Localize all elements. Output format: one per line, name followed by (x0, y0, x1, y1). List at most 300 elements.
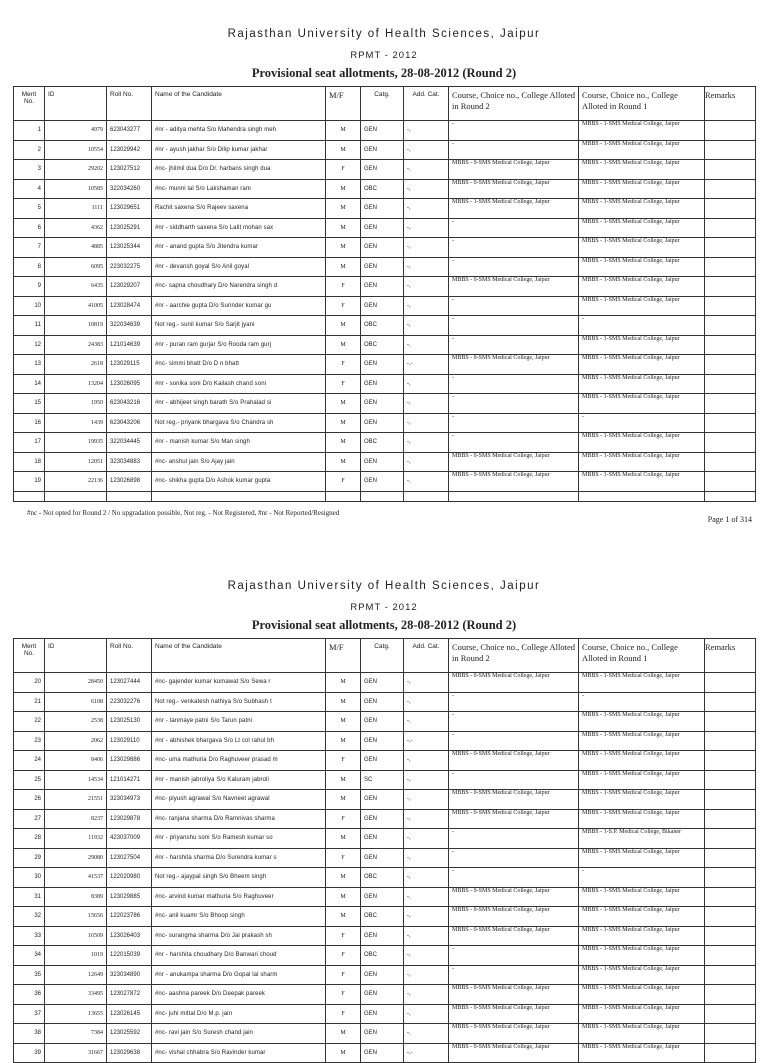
merit-cell: 26 (14, 790, 45, 810)
table-row (14, 238, 756, 258)
gender-cell: M (326, 1043, 361, 1063)
roll-cell: 623043216 (107, 394, 152, 414)
candidate-name-cell: #nr - sonika soni D/o Kailash chand soni (152, 374, 326, 394)
round2-allotment-cell: MBBS - 0-SMS Medical College, Jaipur (449, 926, 579, 946)
remarks-cell (705, 199, 756, 219)
merit-cell: 8 (14, 257, 45, 277)
add-category-cell: -, (404, 926, 449, 946)
id-cell: 4362 (45, 218, 107, 238)
category-cell: GEN (361, 731, 404, 751)
merit-cell: 39 (14, 1043, 45, 1063)
remarks-cell (705, 433, 756, 453)
remarks-cell (705, 673, 756, 693)
roll-cell: 121014639 (107, 335, 152, 355)
add-category-cell: -, (404, 751, 449, 771)
roll-cell: 123029886 (107, 751, 152, 771)
gender-cell: M (326, 413, 361, 433)
round2-allotment-cell: - (449, 394, 579, 414)
remarks-cell (705, 218, 756, 238)
round2-allotment-cell: MBBS - 0-SMS Medical College, Jaipur (449, 790, 579, 810)
candidate-name-cell: #nr - priyanshu soni S/o Ramesh kumar so (152, 829, 326, 849)
gender-cell: F (326, 809, 361, 829)
round1-allotment-cell: MBBS - 1-SMS Medical College, Jaipur (579, 179, 705, 199)
roll-cell: 123029110 (107, 731, 152, 751)
roll-cell: 123027872 (107, 985, 152, 1005)
round2-allotment-cell: - (449, 257, 579, 277)
round2-allotment-cell: MBBS - 0-SMS Medical College, Jaipur (449, 673, 579, 693)
merit-cell: 1 (14, 121, 45, 141)
allotment-subtitle: Provisional seat allotments, 28-08-2012 (Round 2) (251, 66, 517, 80)
roll-cell: 123026145 (107, 1004, 152, 1024)
merit-cell: 36 (14, 985, 45, 1005)
remarks-cell (705, 907, 756, 927)
add-category-cell: -, (404, 770, 449, 790)
candidate-name-cell: #nc- arvind kumar mathuria S/o Raghuveer (152, 887, 326, 907)
roll-cell: 121014271 (107, 770, 152, 790)
add-category-cell: -, (404, 985, 449, 1005)
round1-allotment-cell: MBBS - 1-SMS Medical College, Jaipur (579, 472, 705, 492)
add-category-cell: -, (404, 790, 449, 810)
add-category-cell: -, (404, 257, 449, 277)
category-cell: GEN (361, 452, 404, 472)
table-header-row (14, 639, 756, 673)
category-cell: OBC (361, 335, 404, 355)
table-row (14, 257, 756, 277)
remarks-cell (705, 296, 756, 316)
add-category-cell: -, (404, 296, 449, 316)
round2-allotment-cell: - (449, 848, 579, 868)
category-cell: GEN (361, 218, 404, 238)
id-cell: 11932 (45, 829, 107, 849)
candidate-name-cell: #nr - aarchie gupta D/o Surinder kumar gu (152, 296, 326, 316)
category-cell: OBC (361, 868, 404, 888)
add-category-cell: -, (404, 140, 449, 160)
empty-row (14, 491, 756, 501)
gender-cell: M (326, 257, 361, 277)
col-addcat: Add. Cat. (404, 87, 449, 121)
candidate-name-cell: #nr - ayush jakhar S/o Dilip kumar jakhar (152, 140, 326, 160)
table-row (14, 985, 756, 1005)
col-mf: M/F (326, 639, 361, 673)
id-cell: 12649 (45, 965, 107, 985)
round1-allotment-cell: MBBS - 1-SMS Medical College, Jaipur (579, 790, 705, 810)
round1-allotment-cell: - (579, 413, 705, 433)
empty-cell (361, 491, 404, 501)
add-category-cell: -, (404, 809, 449, 829)
remarks-cell (705, 472, 756, 492)
round1-allotment-cell: MBBS - 1-SMS Medical College, Jaipur (579, 809, 705, 829)
table-row (14, 140, 756, 160)
col-round1: Course, Choice no., College Alloted in Round 1 (579, 639, 705, 673)
candidate-name-cell: #nc- shikha gupta D/o Ashok kumar gupta (152, 472, 326, 492)
round2-allotment-cell: - (449, 218, 579, 238)
round2-allotment-cell: - (449, 121, 579, 141)
id-cell: 10819 (45, 316, 107, 336)
table-row (14, 887, 756, 907)
round1-allotment-cell: MBBS - 1-SMS Medical College, Jaipur (579, 946, 705, 966)
id-cell: 22136 (45, 472, 107, 492)
table-row (14, 218, 756, 238)
id-cell: 14534 (45, 770, 107, 790)
allotment-table (13, 86, 756, 502)
empty-cell (326, 491, 361, 501)
table-row (14, 335, 756, 355)
merit-cell: 29 (14, 848, 45, 868)
gender-cell: F (326, 355, 361, 375)
roll-cell: 123029115 (107, 355, 152, 375)
candidate-name-cell: #nc- uma mathuria D/o Raghuveer prasad m (152, 751, 326, 771)
id-cell: 1111 (45, 199, 107, 219)
id-cell: 6435 (45, 277, 107, 297)
id-cell: 13655 (45, 1004, 107, 1024)
category-cell: GEN (361, 926, 404, 946)
category-cell: GEN (361, 809, 404, 829)
add-category-cell: -,- (404, 355, 449, 375)
id-cell: 8389 (45, 887, 107, 907)
round2-allotment-cell: - (449, 770, 579, 790)
roll-cell: 123029942 (107, 140, 152, 160)
merit-cell: 21 (14, 692, 45, 712)
add-category-cell: -, (404, 829, 449, 849)
roll-cell: 123025291 (107, 218, 152, 238)
gender-cell: M (326, 829, 361, 849)
category-cell: GEN (361, 887, 404, 907)
category-cell: OBC (361, 433, 404, 453)
gender-cell: M (326, 692, 361, 712)
col-catg: Catg. (361, 87, 404, 121)
merit-cell: 35 (14, 965, 45, 985)
round1-allotment-cell: MBBS - 1-SMS Medical College, Jaipur (579, 296, 705, 316)
exam-title: RPMT - 2012 (350, 50, 418, 61)
add-category-cell: -, (404, 199, 449, 219)
add-category-cell: -,- (404, 731, 449, 751)
merit-cell: 23 (14, 731, 45, 751)
round2-allotment-cell: - (449, 140, 579, 160)
empty-cell (107, 491, 152, 501)
remarks-cell (705, 712, 756, 732)
roll-cell: 123029638 (107, 1043, 152, 1063)
remarks-cell (705, 413, 756, 433)
category-cell: GEN (361, 140, 404, 160)
gender-cell: F (326, 926, 361, 946)
add-category-cell: -, (404, 1004, 449, 1024)
roll-cell: 322034639 (107, 316, 152, 336)
candidate-name-cell: #nc- sapna choudhary D/o Narendra singh d (152, 277, 326, 297)
merit-cell: 25 (14, 770, 45, 790)
round1-allotment-cell: MBBS - 1-SMS Medical College, Jaipur (579, 335, 705, 355)
university-title: Rajasthan University of Health Sciences, Jaipur (227, 580, 541, 592)
col-id: ID (45, 87, 107, 121)
col-roll: Roll No. (107, 87, 152, 121)
candidate-name-cell: #nc- ravi jain S/o Suresh chand jain (152, 1024, 326, 1044)
round2-allotment-cell: - (449, 238, 579, 258)
merit-cell: 4 (14, 179, 45, 199)
round2-allotment-cell: - (449, 413, 579, 433)
gender-cell: F (326, 965, 361, 985)
add-category-cell: -, (404, 712, 449, 732)
round1-allotment-cell: MBBS - 1-SMS Medical College, Jaipur (579, 277, 705, 297)
remarks-cell (705, 809, 756, 829)
id-cell: 24383 (45, 335, 107, 355)
table-row (14, 946, 756, 966)
id-cell: 41537 (45, 868, 107, 888)
roll-cell: 623043206 (107, 413, 152, 433)
category-cell: GEN (361, 829, 404, 849)
round2-allotment-cell: - (449, 731, 579, 751)
add-category-cell: -, (404, 868, 449, 888)
merit-cell: 38 (14, 1024, 45, 1044)
add-category-cell: -, (404, 121, 449, 141)
round2-allotment-cell: MBBS - 0-SMS Medical College, Jaipur (449, 160, 579, 180)
merit-cell: 10 (14, 296, 45, 316)
roll-cell: 123026095 (107, 374, 152, 394)
merit-cell: 19 (14, 472, 45, 492)
page-number: Page 1 of 314 (707, 515, 752, 524)
merit-cell: 28 (14, 829, 45, 849)
id-cell: 16509 (45, 926, 107, 946)
gender-cell: M (326, 394, 361, 414)
add-category-cell: -, (404, 160, 449, 180)
table-body (14, 673, 756, 1063)
candidate-name-cell: #nc- simmi bhatt D/o D n bhatt (152, 355, 326, 375)
roll-cell: 123025592 (107, 1024, 152, 1044)
category-cell: GEN (361, 160, 404, 180)
merit-cell: 27 (14, 809, 45, 829)
roll-cell: 123025130 (107, 712, 152, 732)
gender-cell: M (326, 121, 361, 141)
round1-allotment-cell: MBBS - 1-SMS Medical College, Jaipur (579, 1024, 705, 1044)
remarks-cell (705, 946, 756, 966)
gender-cell: M (326, 335, 361, 355)
category-cell: GEN (361, 848, 404, 868)
empty-cell (449, 491, 579, 501)
gender-cell: F (326, 296, 361, 316)
category-cell: GEN (361, 413, 404, 433)
legend-note: #nc - Not opted for Round 2 / No upgradation possible, Not reg. - Not Registered, #nr - Not Reported/Resigned (27, 509, 340, 517)
merit-cell: 11 (14, 316, 45, 336)
roll-cell: 223032276 (107, 692, 152, 712)
add-category-cell: -, (404, 277, 449, 297)
category-cell: GEN (361, 692, 404, 712)
round1-allotment-cell: MBBS - 1-SMS Medical College, Jaipur (579, 121, 705, 141)
merit-cell: 15 (14, 394, 45, 414)
id-cell: 12051 (45, 452, 107, 472)
table-row (14, 692, 756, 712)
table-row (14, 751, 756, 771)
candidate-name-cell: #nr - abhishek bhargava S/o Lt col rahul bh (152, 731, 326, 751)
category-cell: GEN (361, 277, 404, 297)
roll-cell: 123029651 (107, 199, 152, 219)
id-cell: 10554 (45, 140, 107, 160)
col-catg: Catg. (361, 639, 404, 673)
round2-allotment-cell: - (449, 335, 579, 355)
table-row (14, 731, 756, 751)
candidate-name-cell: #nr - manish jabroliya S/o Kaluram jabroli (152, 770, 326, 790)
round2-allotment-cell: - (449, 712, 579, 732)
gender-cell: M (326, 218, 361, 238)
add-category-cell: -, (404, 394, 449, 414)
round1-allotment-cell: MBBS - 1-SMS Medical College, Jaipur (579, 731, 705, 751)
round2-allotment-cell: - (449, 868, 579, 888)
remarks-cell (705, 140, 756, 160)
round2-allotment-cell: MBBS - 0-SMS Medical College, Jaipur (449, 179, 579, 199)
round2-allotment-cell: - (449, 946, 579, 966)
round1-allotment-cell: MBBS - 1-SMS Medical College, Jaipur (579, 238, 705, 258)
merit-cell: 7 (14, 238, 45, 258)
category-cell: GEN (361, 355, 404, 375)
gender-cell: M (326, 712, 361, 732)
roll-cell: 123027504 (107, 848, 152, 868)
gender-cell: M (326, 452, 361, 472)
candidate-name-cell: Not reg.- priyank bhargava S/o Chandra sh (152, 413, 326, 433)
round1-allotment-cell: MBBS - 1-SMS Medical College, Jaipur (579, 673, 705, 693)
category-cell: GEN (361, 394, 404, 414)
roll-cell: 323034883 (107, 452, 152, 472)
remarks-cell (705, 335, 756, 355)
round1-allotment-cell: MBBS - 1-SMS Medical College, Jaipur (579, 965, 705, 985)
merit-cell: 2 (14, 140, 45, 160)
remarks-cell (705, 160, 756, 180)
candidate-name-cell: #nc- piyush agrawal S/o Navneet agrawal (152, 790, 326, 810)
candidate-name-cell: #nc- surangma sharma D/o Jai prakash sh (152, 926, 326, 946)
round1-allotment-cell: MBBS - 1-SMS Medical College, Jaipur (579, 848, 705, 868)
add-category-cell: -, (404, 1024, 449, 1044)
remarks-cell (705, 316, 756, 336)
add-category-cell: -, (404, 907, 449, 927)
roll-cell: 123027444 (107, 673, 152, 693)
table-row (14, 452, 756, 472)
round1-allotment-cell: MBBS - 1-SMS Medical College, Jaipur (579, 218, 705, 238)
table-row (14, 848, 756, 868)
candidate-name-cell: #nc- vishal chhabra S/o Ravinder kumar (152, 1043, 326, 1063)
merit-cell: 5 (14, 199, 45, 219)
id-cell: 29202 (45, 160, 107, 180)
id-cell: 41005 (45, 296, 107, 316)
round1-allotment-cell: MBBS - 1-SMS Medical College, Jaipur (579, 907, 705, 927)
add-category-cell: -, (404, 946, 449, 966)
roll-cell: 423037009 (107, 829, 152, 849)
gender-cell: M (326, 887, 361, 907)
round1-allotment-cell: MBBS - 1-SMS Medical College, Jaipur (579, 433, 705, 453)
candidate-name-cell: #nc- anil kuamr S/o Bhoop singh (152, 907, 326, 927)
table-row (14, 472, 756, 492)
candidate-name-cell: #nr - harshita choudhary D/o Banwari choud (152, 946, 326, 966)
table-row (14, 965, 756, 985)
table-row (14, 160, 756, 180)
remarks-cell (705, 848, 756, 868)
round2-allotment-cell: MBBS - 0-SMS Medical College, Jaipur (449, 887, 579, 907)
id-cell: 1950 (45, 394, 107, 414)
candidate-name-cell: #nr - anand gupta S/o Jitendra kumar (152, 238, 326, 258)
roll-cell: 623043277 (107, 121, 152, 141)
roll-cell: 122023786 (107, 907, 152, 927)
remarks-cell (705, 355, 756, 375)
table-row (14, 868, 756, 888)
candidate-name-cell: #nc- juhi mittal D/o M.p. jain (152, 1004, 326, 1024)
merit-cell: 3 (14, 160, 45, 180)
add-category-cell: -, (404, 692, 449, 712)
table-row (14, 355, 756, 375)
table-row (14, 1004, 756, 1024)
candidate-name-cell: #nr - anukampa sharma D/o Gopal lal sharm (152, 965, 326, 985)
remarks-cell (705, 751, 756, 771)
candidate-name-cell: #nr - siddharth saxena S/o Lalit mohan sax (152, 218, 326, 238)
category-cell: SC (361, 770, 404, 790)
gender-cell: F (326, 751, 361, 771)
add-category-cell: -, (404, 673, 449, 693)
gender-cell: M (326, 316, 361, 336)
round1-allotment-cell: MBBS - 1-SMS Medical College, Jaipur (579, 1043, 705, 1063)
table-row (14, 413, 756, 433)
add-category-cell: -, (404, 316, 449, 336)
candidate-name-cell: #nc- anshul jain S/o Ajay jain (152, 452, 326, 472)
remarks-cell (705, 374, 756, 394)
add-category-cell: -, (404, 848, 449, 868)
id-cell: 31667 (45, 1043, 107, 1063)
remarks-cell (705, 1004, 756, 1024)
round2-allotment-cell: - (449, 316, 579, 336)
round1-allotment-cell: MBBS - 1-SMS Medical College, Jaipur (579, 140, 705, 160)
add-category-cell: -, (404, 472, 449, 492)
merit-cell: 32 (14, 907, 45, 927)
roll-cell: 322034445 (107, 433, 152, 453)
gender-cell: F (326, 1004, 361, 1024)
remarks-cell (705, 394, 756, 414)
category-cell: GEN (361, 751, 404, 771)
candidate-name-cell: #nc- gajender kumar kumawat S/o Sewa r (152, 673, 326, 693)
gender-cell: F (326, 848, 361, 868)
round2-allotment-cell: - (449, 374, 579, 394)
category-cell: OBC (361, 907, 404, 927)
add-category-cell: -, (404, 374, 449, 394)
id-cell: 15656 (45, 907, 107, 927)
merit-cell: 13 (14, 355, 45, 375)
round2-allotment-cell: - (449, 296, 579, 316)
remarks-cell (705, 790, 756, 810)
merit-cell: 33 (14, 926, 45, 946)
remarks-cell (705, 887, 756, 907)
roll-cell: 123029207 (107, 277, 152, 297)
table-body (14, 121, 756, 502)
id-cell: 7384 (45, 1024, 107, 1044)
round1-allotment-cell: MBBS - 1-SMS Medical College, Jaipur (579, 887, 705, 907)
category-cell: GEN (361, 790, 404, 810)
round1-allotment-cell: MBBS - 1-SMS Medical College, Jaipur (579, 712, 705, 732)
col-id: ID (45, 639, 107, 673)
remarks-cell (705, 1043, 756, 1063)
merit-cell: 30 (14, 868, 45, 888)
remarks-cell (705, 121, 756, 141)
id-cell: 2538 (45, 712, 107, 732)
roll-cell: 123026403 (107, 926, 152, 946)
candidate-name-cell: Not reg.- sunil kumar S/o Sarjit jyani (152, 316, 326, 336)
candidate-name-cell: #nr - manish kumar S/o Man singh (152, 433, 326, 453)
id-cell: 21551 (45, 790, 107, 810)
round1-allotment-cell: MBBS - 1-SMS Medical College, Jaipur (579, 257, 705, 277)
remarks-cell (705, 731, 756, 751)
merit-cell: 34 (14, 946, 45, 966)
round2-allotment-cell: MBBS - 1-SMS Medical College, Jaipur (449, 199, 579, 219)
category-cell: GEN (361, 296, 404, 316)
round2-allotment-cell: MBBS - 0-SMS Medical College, Jaipur (449, 355, 579, 375)
roll-cell: 123029878 (107, 809, 152, 829)
merit-cell: 6 (14, 218, 45, 238)
gender-cell: M (326, 907, 361, 927)
table-row (14, 907, 756, 927)
table-row (14, 433, 756, 453)
table-row (14, 790, 756, 810)
col-round2: Course, Choice no., College Alloted in Round 2 (449, 639, 579, 673)
